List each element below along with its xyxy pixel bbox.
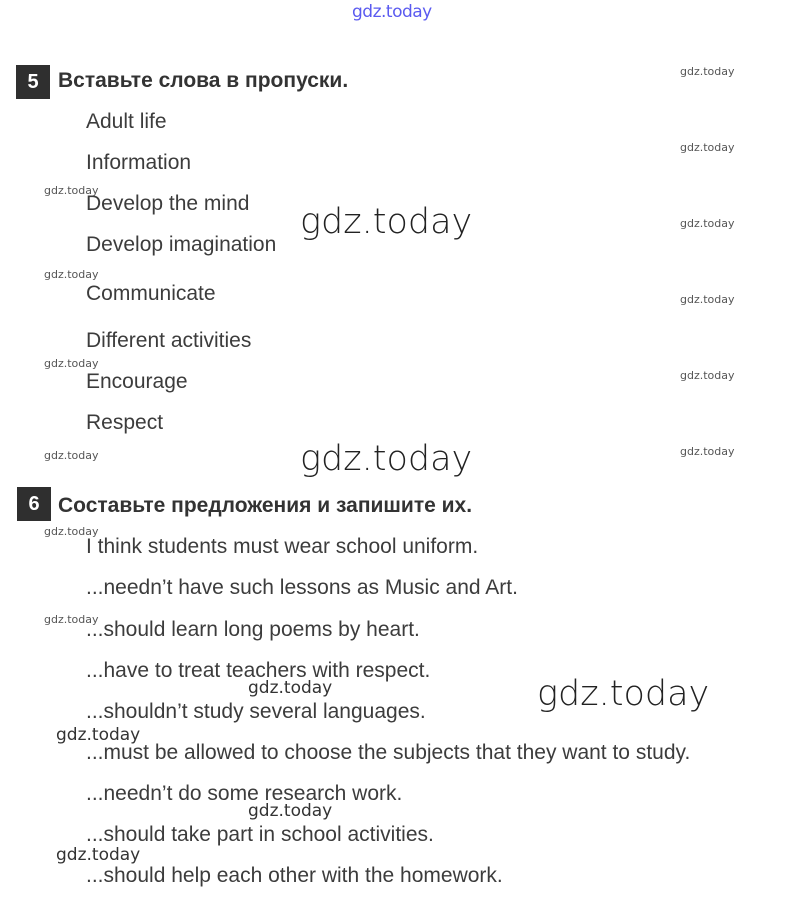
watermark: gdz.today <box>44 268 99 281</box>
watermark: gdz.today <box>44 449 99 462</box>
watermark: gdz.today <box>537 674 710 714</box>
exercise-5-item: Communicate <box>86 282 216 305</box>
exercise-5-item: Encourage <box>86 370 188 393</box>
site-link[interactable]: gdz.today <box>352 2 432 22</box>
watermark: gdz.today <box>56 845 141 865</box>
watermark: gdz.today <box>56 725 141 745</box>
watermark: gdz.today <box>44 525 99 538</box>
watermark: gdz.today <box>680 141 735 154</box>
exercise-6-item: ...should take part in school activities. <box>86 823 434 846</box>
watermark: gdz.today <box>44 184 99 197</box>
watermark: gdz.today <box>248 801 333 821</box>
exercise-6-title: Составьте предложения и запишите их. <box>58 494 473 517</box>
watermark: gdz.today <box>44 613 99 626</box>
exercise-5-item: Develop the mind <box>86 192 250 215</box>
watermark: gdz.today <box>248 678 333 698</box>
exercise-5-number-badge: 5 <box>16 65 50 99</box>
watermark: gdz.today <box>300 439 473 479</box>
exercise-5-title: Вставьте слова в пропуски. <box>58 69 349 92</box>
watermark: gdz.today <box>300 202 473 242</box>
exercise-6-item: ...must be allowed to choose the subjects that they want to study. <box>86 741 691 764</box>
watermark: gdz.today <box>680 293 735 306</box>
exercise-5-item: Respect <box>86 411 164 434</box>
exercise-6-item: ...should learn long poems by heart. <box>86 618 420 641</box>
exercise-6-item: I think students must wear school uniform. <box>86 535 479 558</box>
exercise-5-item: Information <box>86 151 192 174</box>
exercise-5-item: Different activities <box>86 329 252 352</box>
exercise-5-item: Develop imagination <box>86 233 277 256</box>
watermark: gdz.today <box>680 217 735 230</box>
exercise-6-item: ...should help each other with the homework. <box>86 864 503 887</box>
exercise-5-item: Adult life <box>86 110 167 133</box>
exercise-6-number-badge: 6 <box>17 487 51 521</box>
watermark: gdz.today <box>680 369 735 382</box>
watermark: gdz.today <box>680 445 735 458</box>
exercise-6-item: ...shouldn’t study several languages. <box>86 700 426 723</box>
exercise-6-item: ...needn’t do some research work. <box>86 782 403 805</box>
watermark: gdz.today <box>680 65 735 78</box>
exercise-6-item: ...needn’t have such lessons as Music and Art. <box>86 576 518 599</box>
exercise-6-item: ...have to treat teachers with respect. <box>86 659 431 682</box>
watermark: gdz.today <box>44 357 99 370</box>
